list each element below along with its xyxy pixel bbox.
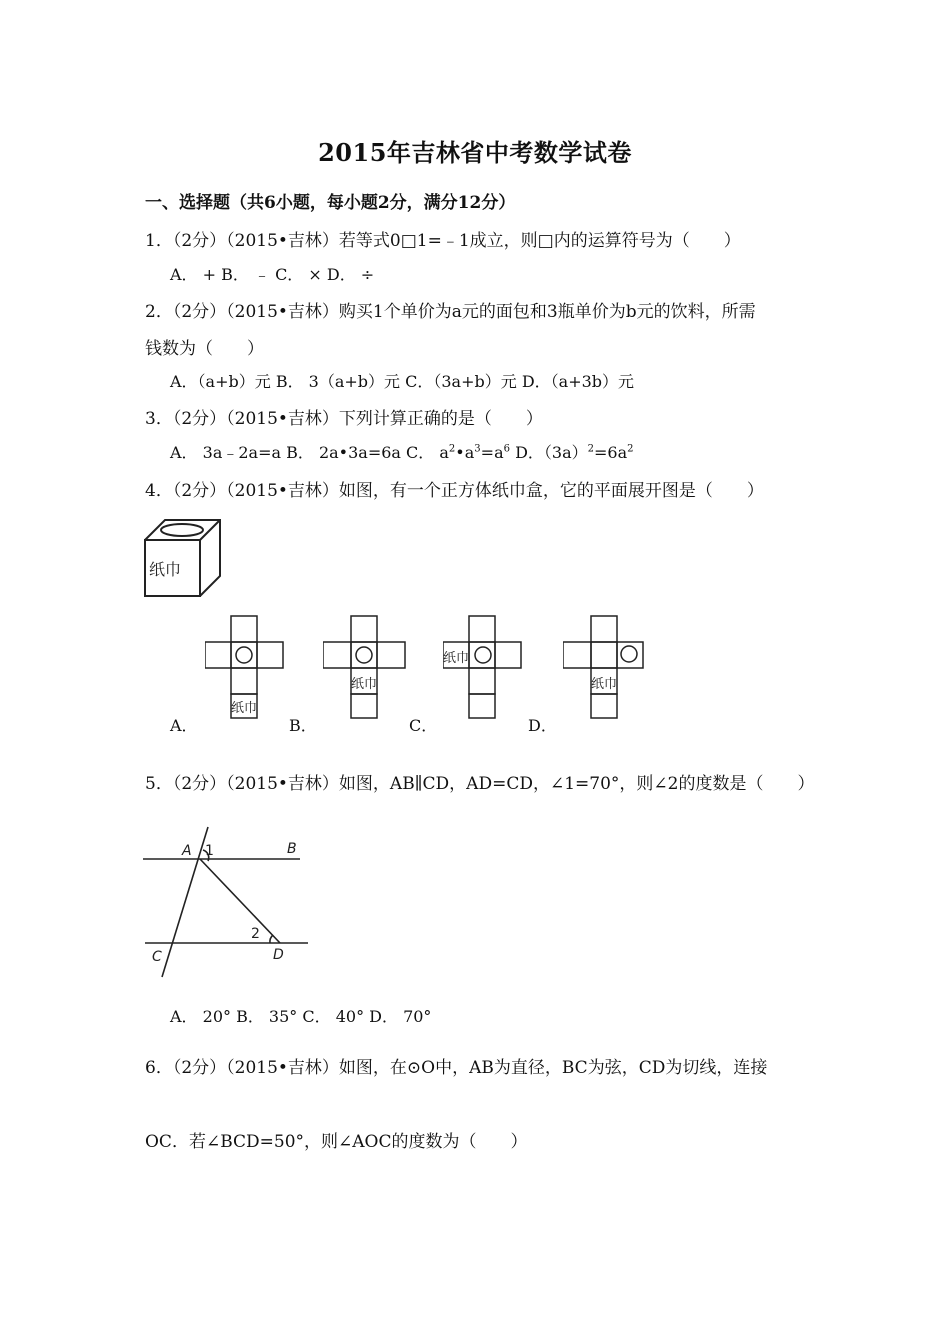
net-label-b: B．	[289, 716, 317, 735]
net-d-label: 纸巾	[591, 677, 618, 692]
net-option-a	[205, 614, 285, 720]
question-5-stem: 5．（2分）（2015•吉林）如图，AB∥CD，AD=CD，∠1=70°，则∠2的度数是（ ）	[145, 774, 815, 794]
net-label-d: D．	[528, 716, 557, 735]
question-1-stem: 1．（2分）（2015•吉林）若等式0□1=﹣1成立，则□内的运算符号为（ ）	[145, 231, 741, 251]
net-option-d	[563, 614, 645, 720]
question-6-stem-line1: 6．（2分）（2015•吉林）如图，在⊙O中，AB为直径，BC为弦，CD为切线，连接	[145, 1058, 768, 1078]
question-3-stem: 3．（2分）（2015•吉林）下列计算正确的是（ ）	[145, 409, 543, 429]
box-label: 纸巾	[149, 560, 182, 579]
angle-2-label: 2	[251, 926, 260, 942]
question-2-stem-line1: 2．（2分）（2015•吉林）购买1个单价为a元的面包和3瓶单价为b元的饮料，所需	[145, 302, 756, 322]
tissue-box-figure	[140, 515, 230, 600]
point-b-label: B	[287, 841, 297, 857]
question-1-options: A． + B． ﹣ C． × D． ÷	[170, 265, 375, 284]
question-6-stem-line2: OC．若∠BCD=50°，则∠AOC的度数为（ ）	[145, 1132, 528, 1152]
point-d-label: D	[273, 947, 284, 963]
question-2-options: A．（a+b）元 B． 3（a+b）元 C．（3a+b）元 D．（a+3b）元	[170, 372, 635, 391]
net-option-c	[443, 614, 523, 720]
question-3-options: A． 3a﹣2a=a B． 2a•3a=6a C． $a^2•a^3=a^6$ D．$(3a)^2=6a^2$	[170, 443, 634, 462]
net-c-label: 纸巾	[443, 651, 470, 666]
parallel-lines-figure	[140, 825, 310, 985]
point-c-label: C	[152, 949, 162, 965]
net-a-label: 纸巾	[231, 701, 258, 716]
question-4-stem: 4．（2分）（2015•吉林）如图，有一个正方体纸巾盒，它的平面展开图是（ ）	[145, 481, 764, 501]
page-title: 2015年吉林省中考数学试卷	[318, 138, 632, 167]
section-heading: 一、选择题（共6小题，每小题2分，满分12分）	[145, 193, 516, 213]
question-2-stem-line2: 钱数为（ ）	[145, 339, 264, 359]
net-label-a: A．	[170, 716, 198, 735]
angle-1-label: 1	[205, 843, 214, 859]
net-option-b	[323, 614, 407, 720]
net-b-label: 纸巾	[351, 677, 378, 692]
net-label-c: C．	[409, 716, 438, 735]
question-5-options: A． 20° B． 35° C． 40° D． 70°	[170, 1007, 432, 1026]
point-a-label: A	[182, 843, 192, 859]
